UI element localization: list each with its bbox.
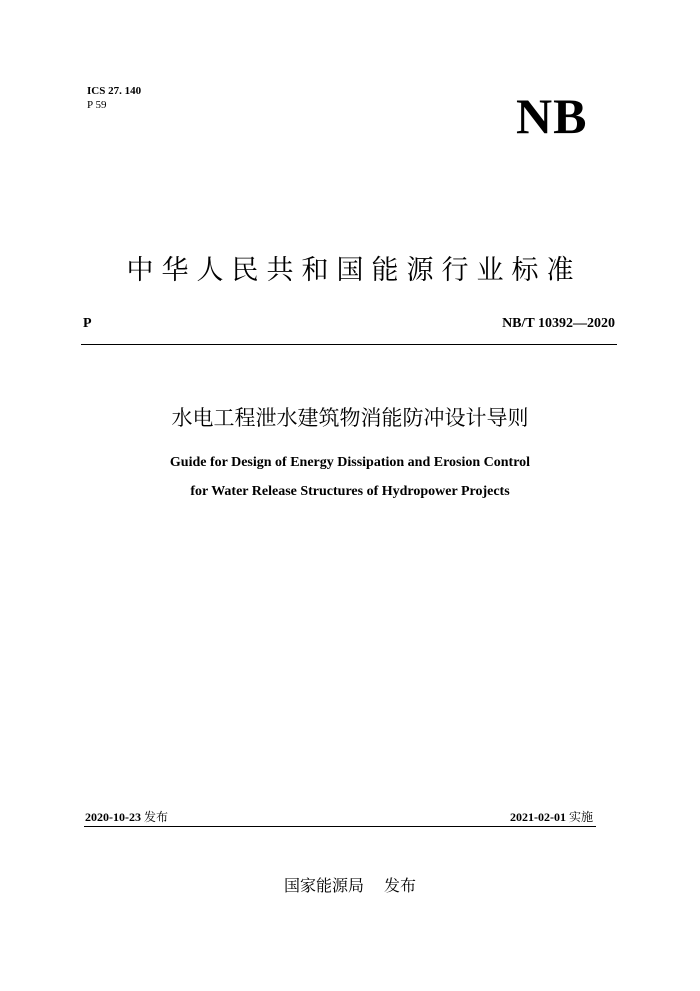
issue-label: 发布 [144, 810, 169, 824]
english-title-line-1: Guide for Design of Energy Dissipation and Erosion Control [169, 455, 531, 470]
standard-number: NB/T 10392—2020 [502, 316, 615, 331]
ics-code: ICS 27. 140 [87, 85, 142, 97]
classification-codes [87, 84, 141, 112]
header-divider [81, 344, 617, 345]
implementation-label: 实施 [568, 810, 593, 824]
chinese-title: 水电工程泄水建筑物消能防冲设计导则 [171, 406, 529, 430]
publisher-line [0, 874, 700, 898]
footer-divider [84, 826, 596, 827]
implementation-date-value: 2021-02-01 [509, 810, 566, 824]
issue-date-value: 2020-10-23 [85, 810, 141, 824]
publisher-name: 国家能源局 [283, 876, 364, 895]
implementation-date [510, 808, 593, 825]
issue-date [85, 808, 168, 825]
standard-type-heading: 中华人民共和国能源行业标准 [126, 255, 582, 286]
nb-logo: NB [516, 88, 588, 144]
english-title-line-2: for Water Release Structures of Hydropower Projects [190, 484, 510, 499]
classification-letter: P [83, 316, 92, 331]
publisher-action: 发布 [384, 876, 417, 895]
ccs-code: P 59 [87, 99, 107, 111]
